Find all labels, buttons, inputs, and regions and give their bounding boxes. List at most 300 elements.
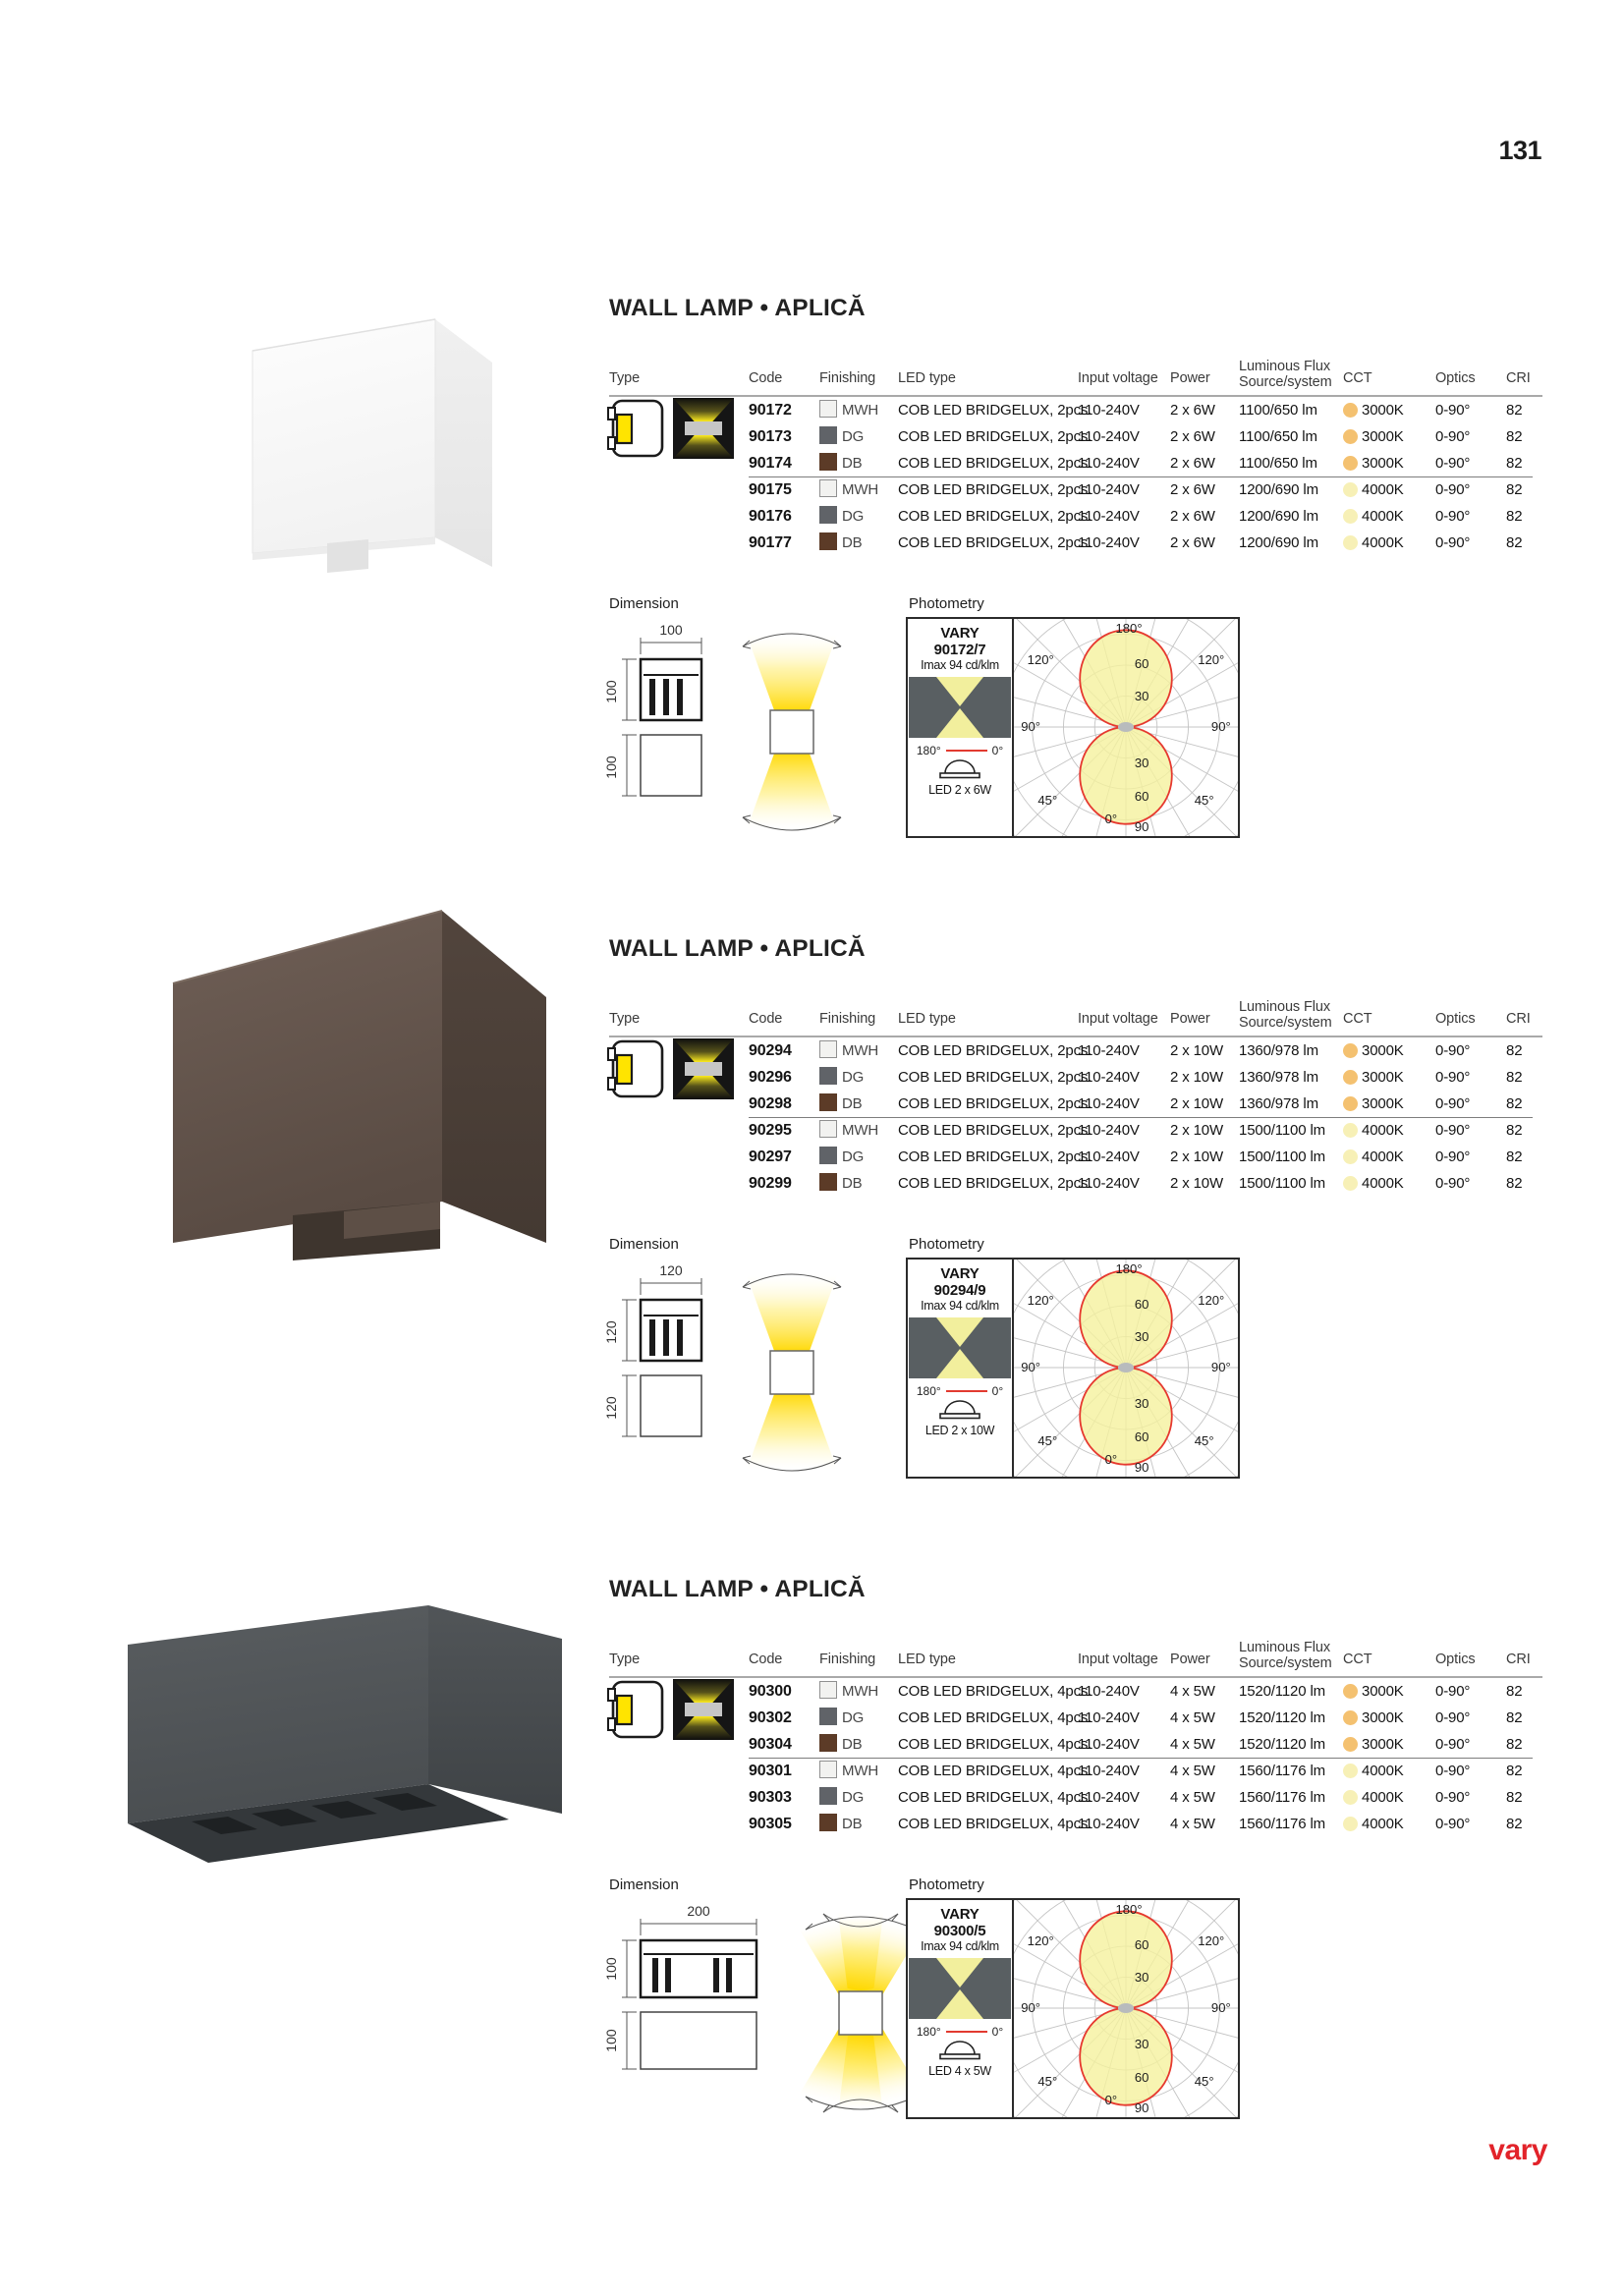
photometry-info bbox=[908, 1900, 1014, 2117]
led-type: COB LED BRIDGELUX, 2pcs. bbox=[898, 402, 1092, 419]
col-luminous-flux: Luminous Flux Source/system bbox=[1239, 999, 1332, 1031]
cct-group-separator bbox=[749, 1117, 1533, 1118]
table-row bbox=[609, 1037, 1542, 1064]
svg-text:30: 30 bbox=[1134, 2037, 1149, 2051]
optics: 0-90° bbox=[1435, 1789, 1471, 1806]
col-code: Code bbox=[749, 1652, 783, 1667]
cct-dot bbox=[1343, 1043, 1358, 1058]
cri: 82 bbox=[1506, 1789, 1523, 1806]
optics: 0-90° bbox=[1435, 428, 1471, 445]
svg-text:45°: 45° bbox=[1037, 1433, 1058, 1448]
optics: 0-90° bbox=[1435, 1042, 1471, 1059]
input-voltage: 110-240V bbox=[1078, 1789, 1140, 1806]
product-photo-brown-cube-wall-lamp bbox=[147, 899, 570, 1272]
cct-cell: 3000K bbox=[1343, 1037, 1404, 1064]
finishing-cell: DB bbox=[819, 1731, 863, 1758]
finishing-cell: MWH bbox=[819, 397, 878, 423]
luminous-flux: 1560/1176 lm bbox=[1239, 1816, 1325, 1832]
optics: 0-90° bbox=[1435, 508, 1471, 525]
finishing-cell: DB bbox=[819, 1811, 863, 1837]
cct-cell: 3000K bbox=[1343, 1731, 1404, 1758]
product-code: 90299 bbox=[749, 1175, 792, 1192]
led-type: COB LED BRIDGELUX, 2pcs. bbox=[898, 1175, 1092, 1192]
product-code: 90302 bbox=[749, 1709, 792, 1726]
col-cct: CCT bbox=[1343, 370, 1372, 386]
cct-dot bbox=[1343, 509, 1358, 524]
luminous-flux: 1520/1120 lm bbox=[1239, 1683, 1325, 1700]
power: 2 x 6W bbox=[1170, 402, 1215, 419]
col-finishing: Finishing bbox=[819, 370, 876, 386]
input-voltage: 110-240V bbox=[1078, 534, 1140, 551]
table-header bbox=[609, 338, 1542, 397]
cct-dot bbox=[1343, 1817, 1358, 1831]
svg-text:60: 60 bbox=[1134, 2070, 1149, 2085]
luminous-flux: 1560/1176 lm bbox=[1239, 1763, 1325, 1779]
cri: 82 bbox=[1506, 1122, 1523, 1139]
power: 2 x 6W bbox=[1170, 534, 1215, 551]
svg-text:120°: 120° bbox=[1198, 1293, 1225, 1308]
cct-dot bbox=[1343, 535, 1358, 550]
cct-dot bbox=[1343, 456, 1358, 471]
cri: 82 bbox=[1506, 1095, 1523, 1112]
power: 2 x 10W bbox=[1170, 1175, 1223, 1192]
input-voltage: 110-240V bbox=[1078, 455, 1140, 472]
photometry-legend: 180° 0° bbox=[916, 2025, 1004, 2039]
cct-group-separator bbox=[749, 476, 1533, 477]
photometry-label: Photometry bbox=[909, 1876, 984, 1893]
svg-text:90: 90 bbox=[1134, 1460, 1149, 1475]
svg-text:45°: 45° bbox=[1194, 793, 1214, 808]
cct-cell: 3000K bbox=[1343, 1705, 1404, 1731]
col-power: Power bbox=[1170, 1011, 1210, 1027]
cri: 82 bbox=[1506, 1683, 1523, 1700]
power: 2 x 6W bbox=[1170, 508, 1215, 525]
cct-dot bbox=[1343, 1710, 1358, 1725]
input-voltage: 110-240V bbox=[1078, 402, 1140, 419]
cct-dot bbox=[1343, 429, 1358, 444]
col-led-type: LED type bbox=[898, 370, 956, 386]
table-header bbox=[609, 1619, 1542, 1678]
photometry-imax: Imax 94 cd/klm bbox=[921, 658, 999, 672]
svg-text:90: 90 bbox=[1134, 819, 1149, 834]
finishing-swatch bbox=[819, 1734, 837, 1752]
svg-text:30: 30 bbox=[1134, 1329, 1149, 1344]
led-type: COB LED BRIDGELUX, 4pcs. bbox=[898, 1709, 1092, 1726]
col-finishing: Finishing bbox=[819, 1652, 876, 1667]
power: 2 x 6W bbox=[1170, 428, 1215, 445]
input-voltage: 110-240V bbox=[1078, 1763, 1140, 1779]
table-row bbox=[609, 423, 1542, 450]
svg-text:120: 120 bbox=[603, 1320, 619, 1344]
col-code: Code bbox=[749, 1011, 783, 1027]
product-code: 90301 bbox=[749, 1763, 792, 1779]
cct-cell: 4000K bbox=[1343, 1117, 1404, 1144]
led-type: COB LED BRIDGELUX, 2pcs. bbox=[898, 1148, 1092, 1165]
finishing-swatch bbox=[819, 1120, 837, 1138]
svg-text:120°: 120° bbox=[1198, 1933, 1225, 1948]
product-code: 90176 bbox=[749, 508, 792, 525]
power: 2 x 10W bbox=[1170, 1042, 1223, 1059]
power: 2 x 10W bbox=[1170, 1069, 1223, 1086]
cri: 82 bbox=[1506, 1736, 1523, 1753]
cct-group-separator bbox=[749, 1758, 1533, 1759]
table-row bbox=[609, 1144, 1542, 1170]
power: 4 x 5W bbox=[1170, 1736, 1215, 1753]
table-row bbox=[609, 1731, 1542, 1758]
input-voltage: 110-240V bbox=[1078, 1095, 1140, 1112]
section-title: WALL LAMP • APLICĂ bbox=[609, 935, 866, 962]
col-cri: CRI bbox=[1506, 1011, 1531, 1027]
col-cri: CRI bbox=[1506, 370, 1531, 386]
optics: 0-90° bbox=[1435, 1122, 1471, 1139]
product-code: 90297 bbox=[749, 1148, 792, 1165]
dimension-drawing bbox=[603, 1256, 888, 1501]
table-row bbox=[609, 503, 1542, 530]
dimension-drawing bbox=[603, 615, 888, 861]
catalog-section bbox=[603, 935, 1552, 1544]
luminous-flux: 1100/650 lm bbox=[1239, 455, 1317, 472]
finishing-cell: DG bbox=[819, 1064, 864, 1091]
red-plane-line bbox=[946, 750, 987, 752]
svg-text:200: 200 bbox=[687, 1903, 710, 1919]
luminous-flux: 1520/1120 lm bbox=[1239, 1736, 1325, 1753]
table-row bbox=[609, 1064, 1542, 1091]
luminous-flux: 1360/978 lm bbox=[1239, 1069, 1318, 1086]
dimension-drawing bbox=[603, 1896, 927, 2142]
luminous-flux: 1500/1100 lm bbox=[1239, 1175, 1325, 1192]
optics: 0-90° bbox=[1435, 481, 1471, 498]
photometry-brand: VARY bbox=[940, 1906, 980, 1923]
photometry-panel bbox=[906, 1258, 1240, 1479]
svg-text:30: 30 bbox=[1134, 689, 1149, 703]
svg-text:90°: 90° bbox=[1021, 2000, 1041, 2015]
product-code: 90304 bbox=[749, 1736, 792, 1753]
cri: 82 bbox=[1506, 1175, 1523, 1192]
finishing-cell: MWH bbox=[819, 1678, 878, 1705]
power: 4 x 5W bbox=[1170, 1709, 1215, 1726]
bowtie-beam-icon bbox=[909, 1958, 1011, 2019]
product-photo-grey-wide-wall-lamp bbox=[118, 1601, 589, 1867]
product-code: 90296 bbox=[749, 1069, 792, 1086]
table-row bbox=[609, 1091, 1542, 1117]
section-title: WALL LAMP • APLICĂ bbox=[609, 295, 866, 321]
col-optics: Optics bbox=[1435, 1011, 1476, 1027]
input-voltage: 110-240V bbox=[1078, 1122, 1140, 1139]
col-luminous-flux: Luminous Flux Source/system bbox=[1239, 359, 1332, 390]
cri: 82 bbox=[1506, 1709, 1523, 1726]
led-type: COB LED BRIDGELUX, 2pcs. bbox=[898, 1042, 1092, 1059]
finishing-swatch bbox=[819, 1040, 837, 1058]
cct-cell: 3000K bbox=[1343, 423, 1404, 450]
cri: 82 bbox=[1506, 481, 1523, 498]
led-type: COB LED BRIDGELUX, 4pcs. bbox=[898, 1789, 1092, 1806]
dimension-label: Dimension bbox=[609, 595, 679, 612]
svg-text:45°: 45° bbox=[1194, 2074, 1214, 2089]
cct-cell: 4000K bbox=[1343, 503, 1404, 530]
cct-dot bbox=[1343, 1123, 1358, 1138]
optics: 0-90° bbox=[1435, 1175, 1471, 1192]
dimension-label: Dimension bbox=[609, 1236, 679, 1253]
svg-text:100: 100 bbox=[659, 622, 683, 638]
product-code: 90303 bbox=[749, 1789, 792, 1806]
finishing-swatch bbox=[819, 1814, 837, 1831]
photometry-legend: 180° 0° bbox=[916, 744, 1004, 757]
svg-text:0°: 0° bbox=[1104, 1452, 1118, 1467]
photometry-label: Photometry bbox=[909, 595, 984, 612]
cct-dot bbox=[1343, 403, 1358, 418]
table-row bbox=[609, 1117, 1542, 1144]
photometry-polar-chart bbox=[1014, 619, 1238, 836]
led-type: COB LED BRIDGELUX, 2pcs. bbox=[898, 508, 1092, 525]
photometry-brand: VARY bbox=[940, 625, 980, 642]
table-row bbox=[609, 1170, 1542, 1197]
cct-cell: 4000K bbox=[1343, 1144, 1404, 1170]
svg-text:120°: 120° bbox=[1027, 652, 1054, 667]
cct-dot bbox=[1343, 1070, 1358, 1085]
col-optics: Optics bbox=[1435, 1652, 1476, 1667]
optics: 0-90° bbox=[1435, 455, 1471, 472]
cct-cell: 4000K bbox=[1343, 530, 1404, 556]
cct-dot bbox=[1343, 1149, 1358, 1164]
led-dome-icon bbox=[937, 2039, 982, 2062]
bowtie-beam-icon bbox=[909, 1317, 1011, 1378]
cct-cell: 4000K bbox=[1343, 1784, 1404, 1811]
optics: 0-90° bbox=[1435, 1148, 1471, 1165]
photometry-imax: Imax 94 cd/klm bbox=[921, 1299, 999, 1313]
optics: 0-90° bbox=[1435, 402, 1471, 419]
photometry-code: 90300/5 bbox=[933, 1923, 986, 1939]
luminous-flux: 1500/1100 lm bbox=[1239, 1148, 1325, 1165]
svg-text:45°: 45° bbox=[1037, 2074, 1058, 2089]
col-input-voltage: Input voltage bbox=[1078, 1652, 1158, 1667]
col-code: Code bbox=[749, 370, 783, 386]
red-plane-line bbox=[946, 1390, 987, 1392]
finishing-swatch bbox=[819, 1787, 837, 1805]
table-row bbox=[609, 1678, 1542, 1705]
svg-text:120°: 120° bbox=[1198, 652, 1225, 667]
finishing-cell: DB bbox=[819, 1091, 863, 1117]
catalog-section bbox=[603, 1576, 1552, 2185]
svg-text:90°: 90° bbox=[1021, 1360, 1041, 1374]
finishing-cell: DG bbox=[819, 1144, 864, 1170]
finishing-cell: MWH bbox=[819, 1037, 878, 1064]
finishing-swatch bbox=[819, 453, 837, 471]
cct-cell: 4000K bbox=[1343, 1170, 1404, 1197]
table-row bbox=[609, 397, 1542, 423]
optics: 0-90° bbox=[1435, 1095, 1471, 1112]
led-type: COB LED BRIDGELUX, 4pcs. bbox=[898, 1736, 1092, 1753]
svg-text:60: 60 bbox=[1134, 656, 1149, 671]
table-row bbox=[609, 530, 1542, 556]
cri: 82 bbox=[1506, 428, 1523, 445]
finishing-swatch bbox=[819, 1708, 837, 1725]
cct-dot bbox=[1343, 1764, 1358, 1778]
photometry-polar-chart bbox=[1014, 1900, 1238, 2117]
col-optics: Optics bbox=[1435, 370, 1476, 386]
table-header bbox=[609, 979, 1542, 1037]
power: 2 x 6W bbox=[1170, 455, 1215, 472]
product-code: 90295 bbox=[749, 1122, 792, 1139]
col-finishing: Finishing bbox=[819, 1011, 876, 1027]
input-voltage: 110-240V bbox=[1078, 428, 1140, 445]
optics: 0-90° bbox=[1435, 1683, 1471, 1700]
page-number: 131 bbox=[1498, 136, 1541, 165]
photometry-code: 90294/9 bbox=[933, 1282, 986, 1299]
cri: 82 bbox=[1506, 1042, 1523, 1059]
product-code: 90173 bbox=[749, 428, 792, 445]
led-type: COB LED BRIDGELUX, 2pcs. bbox=[898, 428, 1092, 445]
dimension-label: Dimension bbox=[609, 1876, 679, 1893]
cct-cell: 3000K bbox=[1343, 1678, 1404, 1705]
brand-logo: vary bbox=[1488, 2134, 1547, 2166]
finishing-cell: MWH bbox=[819, 1117, 878, 1144]
luminous-flux: 1360/978 lm bbox=[1239, 1095, 1318, 1112]
product-code: 90175 bbox=[749, 481, 792, 498]
svg-text:180°: 180° bbox=[1115, 1261, 1143, 1276]
photometry-panel bbox=[906, 617, 1240, 838]
photometry-info bbox=[908, 1260, 1014, 1477]
finishing-swatch bbox=[819, 479, 837, 497]
finishing-swatch bbox=[819, 1067, 837, 1085]
finishing-swatch bbox=[819, 400, 837, 418]
optics: 0-90° bbox=[1435, 534, 1471, 551]
finishing-cell: DG bbox=[819, 503, 864, 530]
cct-cell: 4000K bbox=[1343, 1811, 1404, 1837]
input-voltage: 110-240V bbox=[1078, 1042, 1140, 1059]
cri: 82 bbox=[1506, 1069, 1523, 1086]
lamp-wattage: LED 2 x 6W bbox=[928, 783, 991, 797]
svg-text:120: 120 bbox=[659, 1262, 683, 1278]
optics: 0-90° bbox=[1435, 1816, 1471, 1832]
input-voltage: 110-240V bbox=[1078, 1148, 1140, 1165]
bowtie-beam-icon bbox=[909, 677, 1011, 738]
svg-text:180°: 180° bbox=[1115, 1902, 1143, 1917]
finishing-cell: MWH bbox=[819, 1758, 878, 1784]
product-table bbox=[609, 1037, 1542, 1197]
finishing-cell: DB bbox=[819, 450, 863, 476]
power: 4 x 5W bbox=[1170, 1816, 1215, 1832]
luminous-flux: 1100/650 lm bbox=[1239, 428, 1317, 445]
product-code: 90172 bbox=[749, 402, 792, 419]
luminous-flux: 1520/1120 lm bbox=[1239, 1709, 1325, 1726]
svg-text:90°: 90° bbox=[1210, 719, 1231, 734]
input-voltage: 110-240V bbox=[1078, 508, 1140, 525]
finishing-swatch bbox=[819, 1761, 837, 1778]
luminous-flux: 1560/1176 lm bbox=[1239, 1789, 1325, 1806]
svg-text:30: 30 bbox=[1134, 756, 1149, 770]
input-voltage: 110-240V bbox=[1078, 1736, 1140, 1753]
input-voltage: 110-240V bbox=[1078, 1816, 1140, 1832]
input-voltage: 110-240V bbox=[1078, 1709, 1140, 1726]
svg-text:60: 60 bbox=[1134, 1429, 1149, 1444]
finishing-swatch bbox=[819, 426, 837, 444]
led-dome-icon bbox=[937, 757, 982, 781]
table-row bbox=[609, 1705, 1542, 1731]
product-code: 90305 bbox=[749, 1816, 792, 1832]
optics: 0-90° bbox=[1435, 1763, 1471, 1779]
table-row bbox=[609, 1811, 1542, 1837]
col-led-type: LED type bbox=[898, 1652, 956, 1667]
power: 4 x 5W bbox=[1170, 1789, 1215, 1806]
col-type: Type bbox=[609, 1652, 641, 1667]
cri: 82 bbox=[1506, 534, 1523, 551]
finishing-cell: DB bbox=[819, 530, 863, 556]
col-input-voltage: Input voltage bbox=[1078, 370, 1158, 386]
cri: 82 bbox=[1506, 508, 1523, 525]
svg-text:120°: 120° bbox=[1027, 1933, 1054, 1948]
photometry-info bbox=[908, 619, 1014, 836]
col-cct: CCT bbox=[1343, 1011, 1372, 1027]
svg-text:180°: 180° bbox=[1115, 621, 1143, 636]
product-code: 90298 bbox=[749, 1095, 792, 1112]
svg-text:60: 60 bbox=[1134, 1937, 1149, 1952]
table-row bbox=[609, 476, 1542, 503]
product-table bbox=[609, 1678, 1542, 1837]
col-cct: CCT bbox=[1343, 1652, 1372, 1667]
svg-text:60: 60 bbox=[1134, 789, 1149, 804]
product-code: 90174 bbox=[749, 455, 792, 472]
luminous-flux: 1100/650 lm bbox=[1239, 402, 1317, 419]
svg-text:30: 30 bbox=[1134, 1970, 1149, 1985]
cct-cell: 3000K bbox=[1343, 397, 1404, 423]
luminous-flux: 1200/690 lm bbox=[1239, 481, 1318, 498]
cri: 82 bbox=[1506, 455, 1523, 472]
col-power: Power bbox=[1170, 1652, 1210, 1667]
photometry-legend: 180° 0° bbox=[916, 1384, 1004, 1398]
photometry-code: 90172/7 bbox=[933, 642, 986, 658]
finishing-swatch bbox=[819, 1093, 837, 1111]
finishing-swatch bbox=[819, 532, 837, 550]
svg-text:100: 100 bbox=[603, 1957, 619, 1981]
luminous-flux: 1200/690 lm bbox=[1239, 534, 1318, 551]
led-type: COB LED BRIDGELUX, 4pcs. bbox=[898, 1683, 1092, 1700]
finishing-cell: DB bbox=[819, 1170, 863, 1197]
cct-dot bbox=[1343, 1096, 1358, 1111]
led-type: COB LED BRIDGELUX, 4pcs. bbox=[898, 1816, 1092, 1832]
svg-text:0°: 0° bbox=[1104, 2093, 1118, 2107]
svg-text:120: 120 bbox=[603, 1396, 619, 1420]
svg-text:90°: 90° bbox=[1021, 719, 1041, 734]
led-type: COB LED BRIDGELUX, 2pcs. bbox=[898, 1122, 1092, 1139]
svg-text:90°: 90° bbox=[1210, 2000, 1231, 2015]
svg-text:30: 30 bbox=[1134, 1396, 1149, 1411]
finishing-swatch bbox=[819, 1173, 837, 1191]
cct-cell: 3000K bbox=[1343, 1064, 1404, 1091]
finishing-cell: DG bbox=[819, 1705, 864, 1731]
cri: 82 bbox=[1506, 1148, 1523, 1165]
cct-cell: 3000K bbox=[1343, 450, 1404, 476]
led-type: COB LED BRIDGELUX, 2pcs. bbox=[898, 481, 1092, 498]
col-cri: CRI bbox=[1506, 1652, 1531, 1667]
led-type: COB LED BRIDGELUX, 2pcs. bbox=[898, 534, 1092, 551]
lamp-wattage: LED 2 x 10W bbox=[924, 1424, 995, 1437]
svg-text:0°: 0° bbox=[1104, 812, 1118, 826]
svg-text:120°: 120° bbox=[1027, 1293, 1054, 1308]
cct-cell: 3000K bbox=[1343, 1091, 1404, 1117]
cri: 82 bbox=[1506, 1816, 1523, 1832]
col-led-type: LED type bbox=[898, 1011, 956, 1027]
power: 4 x 5W bbox=[1170, 1763, 1215, 1779]
optics: 0-90° bbox=[1435, 1069, 1471, 1086]
luminous-flux: 1200/690 lm bbox=[1239, 508, 1318, 525]
product-table bbox=[609, 397, 1542, 556]
cct-dot bbox=[1343, 1737, 1358, 1752]
product-photo-white-cube-wall-lamp bbox=[201, 290, 496, 580]
input-voltage: 110-240V bbox=[1078, 1683, 1140, 1700]
section-title: WALL LAMP • APLICĂ bbox=[609, 1576, 866, 1602]
power: 2 x 10W bbox=[1170, 1148, 1223, 1165]
table-row bbox=[609, 1784, 1542, 1811]
